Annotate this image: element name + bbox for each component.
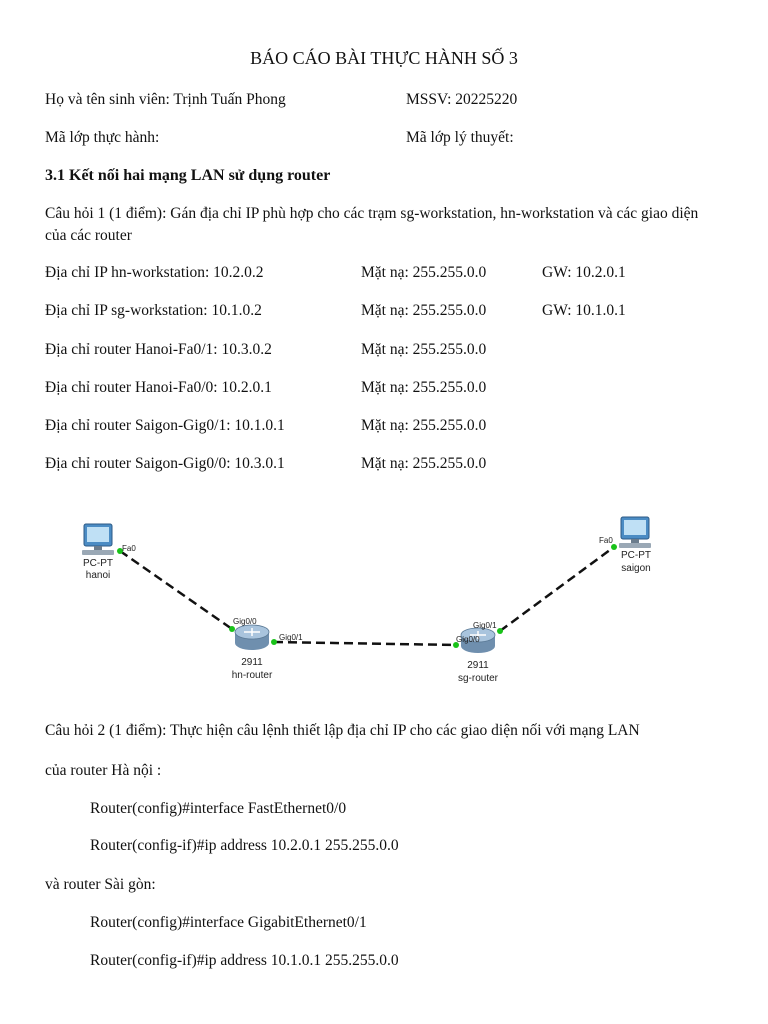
ip-row-address: Địa chỉ IP sg-workstation: 10.1.0.2: [45, 302, 262, 319]
ip-row-mask: Mặt nạ: 255.255.0.0: [361, 455, 487, 472]
ip-row-address: Địa chỉ router Saigon-Gig0/1: 10.1.0.1: [45, 417, 285, 434]
link-status-dot: [497, 628, 503, 634]
hn-router-port-gig0-0: Gig0/0: [233, 617, 257, 626]
router-icon-hn: [235, 625, 269, 650]
saigon-pc-port: Fa0: [599, 536, 613, 545]
hn-router-port-gig0-1: Gig0/1: [279, 633, 303, 642]
student-id: MSSV: 20225220: [406, 91, 518, 108]
link-hn-router-sg-router: [274, 642, 456, 645]
network-topology-diagram: [0, 505, 768, 695]
ip-row-mask: Mặt nạ: 255.255.0.0: [361, 302, 487, 319]
ip-row-mask: Mặt nạ: 255.255.0.0: [361, 264, 487, 281]
saigon-intro: và router Sài gòn:: [45, 876, 156, 893]
sg-router-model: 2911: [467, 660, 489, 671]
saigon-pc-type: PC-PT: [621, 550, 651, 561]
hn-router-model: 2911: [241, 657, 263, 668]
ip-row-mask: Mặt nạ: 255.255.0.0: [361, 379, 487, 396]
lab-class-code: Mã lớp thực hành:: [45, 129, 160, 146]
saigon-command-interface: Router(config)#interface GigabitEthernet0/1: [90, 914, 367, 931]
ip-row-mask: Mặt nạ: 255.255.0.0: [361, 417, 487, 434]
hanoi-command-interface: Router(config)#interface FastEthernet0/0: [90, 800, 347, 817]
question-2-line-2: của router Hà nội :: [45, 762, 162, 779]
saigon-pc-name: saigon: [621, 563, 651, 574]
hanoi-pc-type: PC-PT: [83, 558, 113, 569]
link-status-dot: [229, 626, 235, 632]
sg-router-name: sg-router: [457, 673, 499, 684]
sg-router-port-gig0-0: Gig0/0: [456, 635, 480, 644]
question-2-line-1: Câu hỏi 2 (1 điểm): Thực hiện câu lệnh thiết lập địa chỉ IP cho các giao diện nối với mạng LAN: [45, 722, 640, 739]
ip-row-address: Địa chỉ router Saigon-Gig0/0: 10.3.0.1: [45, 455, 285, 472]
link-status-dot: [271, 639, 277, 645]
link-hanoi-hn-router: [120, 551, 232, 629]
sg-router-port-gig0-1: Gig0/1: [473, 621, 497, 630]
hanoi-pc-port: Fa0: [122, 544, 136, 553]
pc-icon-saigon: [619, 517, 651, 548]
hanoi-pc-name: hanoi: [85, 570, 111, 581]
link-sg-router-saigon: [500, 547, 614, 631]
pc-icon-hanoi: [82, 524, 114, 555]
hn-router-name: hn-router: [231, 670, 273, 681]
section-heading: 3.1 Kết nối hai mạng LAN sử dụng router: [45, 167, 331, 184]
ip-row-address: Địa chỉ IP hn-workstation: 10.2.0.2: [45, 264, 264, 281]
ip-row-address: Địa chỉ router Hanoi-Fa0/1: 10.3.0.2: [45, 341, 272, 358]
ip-row-gateway: GW: 10.1.0.1: [542, 302, 626, 319]
ip-row-gateway: GW: 10.2.0.1: [542, 264, 626, 281]
saigon-command-ip: Router(config-if)#ip address 10.1.0.1 255.255.0.0: [90, 952, 399, 969]
student-name: Họ và tên sinh viên: Trịnh Tuấn Phong: [45, 91, 286, 108]
page-title: BÁO CÁO BÀI THỰC HÀNH SỐ 3: [250, 48, 518, 68]
theory-class-code: Mã lớp lý thuyết:: [406, 129, 514, 146]
ip-row-address: Địa chỉ router Hanoi-Fa0/0: 10.2.0.1: [45, 379, 272, 396]
hanoi-command-ip: Router(config-if)#ip address 10.2.0.1 255.255.0.0: [90, 837, 399, 854]
ip-row-mask: Mặt nạ: 255.255.0.0: [361, 341, 487, 358]
question-1: Câu hỏi 1 (1 điểm): Gán địa chỉ IP phù hợp cho các trạm sg-workstation, hn-workstation và các giao diện của các router: [45, 205, 699, 244]
